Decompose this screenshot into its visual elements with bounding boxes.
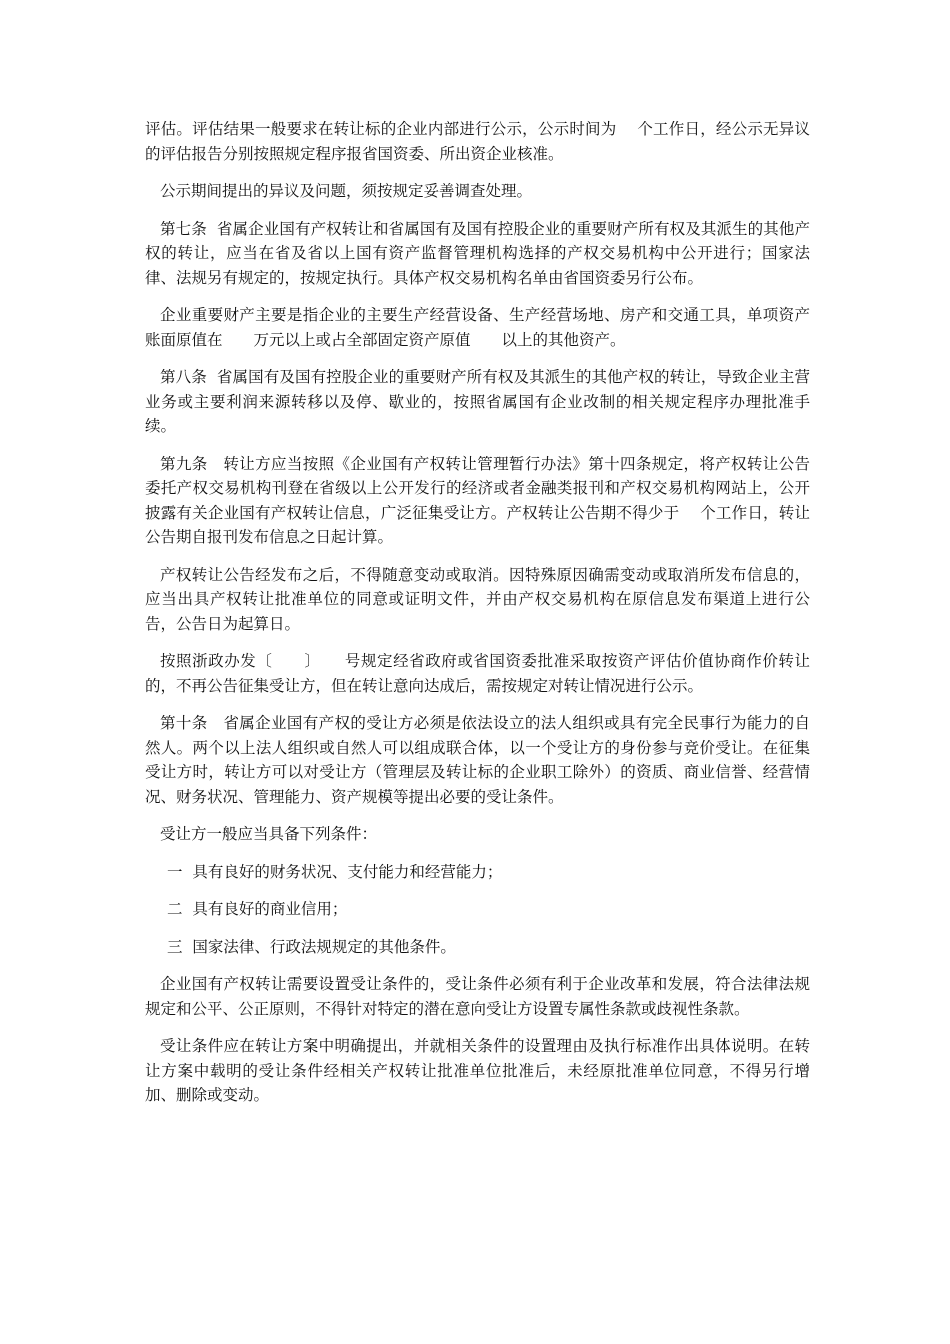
- list-item-condition-3: 三 国家法律、行政法规规定的其他条件。: [167, 937, 456, 956]
- paragraph-important-assets: 企业重要财产主要是指企业的主要生产经营设备、生产经营场地、房产和交通工具，单项资产账面原值在 万元以上或占全部固定资产原值 以上的其他资产。: [145, 306, 810, 349]
- document-body: [145, 117, 810, 1121]
- paragraph-article-8: 第八条 省属国有及国有控股企业的重要财产所有权及其派生的其他产权的转让，导致企业主营业务或主要利润来源转移以及停、歇业的，按照省属国有企业改制的相关规定程序办理批准手续。: [145, 368, 810, 435]
- paragraph-transferee-conditions-intro: 受让方一般应当具备下列条件：: [160, 825, 378, 843]
- paragraph-announcement-change: 产权转让公告经发布之后，不得随意变动或取消。因特殊原因确需变动或取消所发布信息的，应当出具产权转让批准单位的同意或证明文件，并由产权交易机构在原信息发布渠道上进行公告，公告日为起算日。: [145, 565, 810, 633]
- paragraph-condition-approval: 受让条件应在转让方案中明确提出，并就相关条件的设置理由及执行标准作出具体说明。在转让方案中载明的受让条件经相关产权转让批准单位批准后，未经原批准单位同意，不得另行增加、删除或变动。: [145, 1037, 810, 1104]
- paragraph-article-10: 第十条 省属企业国有产权的受让方必须是依法设立的法人组织或具有完全民事行为能力的自然人。两个以上法人组织或自然人可以组成联合体，以一个受让方的身份参与竞价受让。在征集受让方时，转让方可以对受让方（管理层及转让标的企业职工除外）的资质、商业信誉、经营情况、财务状况、管理能力、资产规模等提出必要的受让条件。: [145, 714, 810, 806]
- list-item-condition-2: 二 具有良好的商业信用；: [167, 900, 348, 918]
- paragraph-evaluation-publicity: 评估。评估结果一般要求在转让标的企业内部进行公示，公示时间为 个工作日，经公示无异议的评估报告分别按照规定程序报省国资委、所出资企业核准。: [145, 120, 810, 163]
- list-item-condition-1: 一 具有良好的财务状况、支付能力和经营能力；: [167, 862, 503, 881]
- paragraph-article-7: 第七条 省属企业国有产权转让和省属国有及国有控股企业的重要财产所有权及其派生的其他产权的转让，应当在省及省以上国有资产监督管理机构选择的产权交易机构中公开进行；国家法律、法规另有规定的，按规定执行。具体产权交易机构名单由省国资委另行公布。: [145, 219, 810, 287]
- paragraph-objection-handling: 公示期间提出的异议及问题，须按规定妥善调查处理。: [160, 182, 533, 200]
- paragraph-zhezheng-rule: 按照浙政办发〔 〕 号规定经省政府或省国资委批准采取按资产评估价值协商作价转让的，不再公告征集受让方，但在转让意向达成后，需按规定对转让情况进行公示。: [145, 652, 810, 695]
- paragraph-condition-setting: 企业国有产权转让需要设置受让条件的，受让条件必须有利于企业改革和发展，符合法律法规规定和公平、公正原则，不得针对特定的潜在意向受让方设置专属性条款或歧视性条款。: [145, 975, 810, 1018]
- paragraph-article-9: 第九条 转让方应当按照《企业国有产权转让管理暂行办法》第十四条规定，将产权转让公告委托产权交易机构刊登在省级以上公开发行的经济或者金融类报刊和产权交易机构网站上，公开披露有关企业国有产权转让信息，广泛征集受让方。产权转让公告期不得少于 个工作日，转让公告期自报刊发布信息之日起计算。: [145, 454, 810, 546]
